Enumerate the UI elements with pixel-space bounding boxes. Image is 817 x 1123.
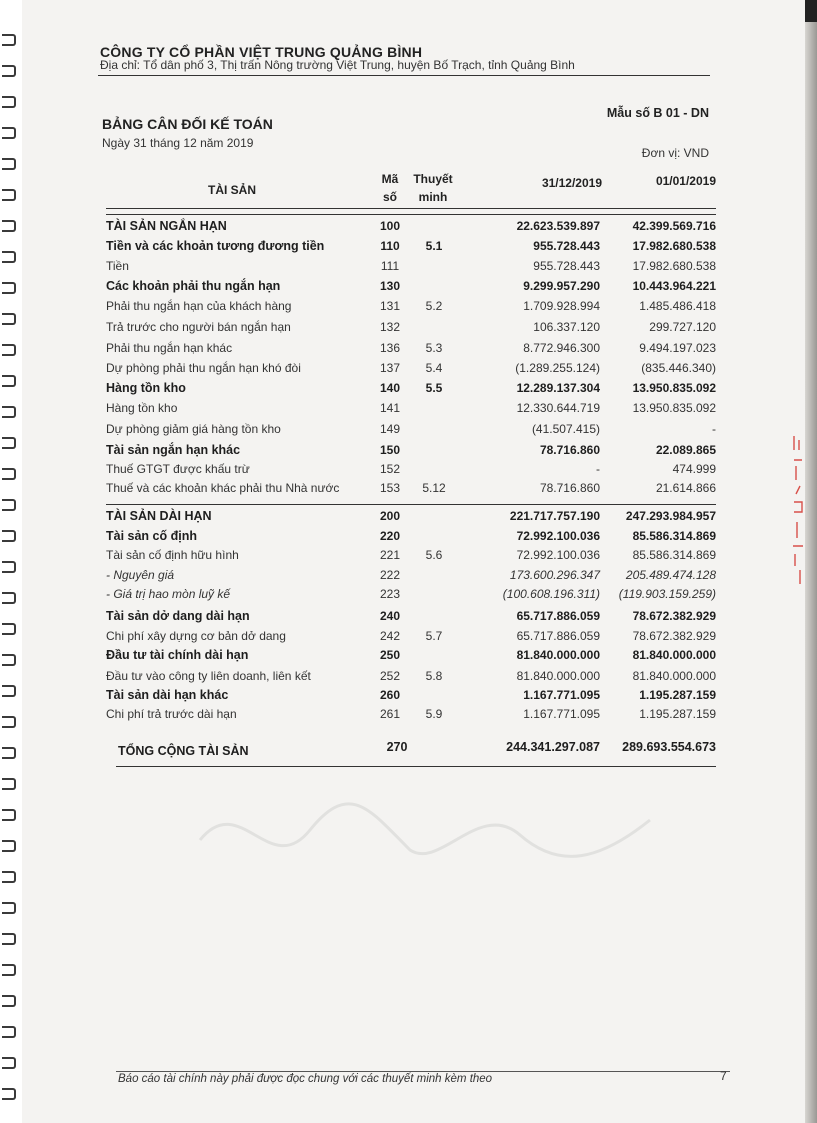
row-current-value: 81.840.000.000 (516, 669, 600, 683)
report-date: Ngày 31 tháng 12 năm 2019 (102, 136, 254, 150)
row-previous-value: 10.443.964.221 (632, 279, 716, 293)
currency-unit: Đơn vị: VND (641, 146, 709, 160)
row-previous-value: 9.494.197.023 (639, 341, 716, 355)
row-label: Hàng tồn kho (106, 381, 186, 395)
note-header-line2: minh (418, 190, 448, 204)
column-header-current: 31/12/2019 (541, 176, 602, 190)
row-previous-value: 85.586.314.869 (632, 529, 716, 543)
table-row (0, 626, 817, 646)
row-label: Tài sản ngắn hạn khác (106, 443, 241, 457)
row-label: Chi phí trả trước dài hạn (106, 707, 237, 721)
row-previous-value: 474.999 (672, 462, 716, 476)
row-code: 223 (379, 587, 401, 601)
row-current-value: 9.299.957.290 (523, 279, 600, 293)
footer-note: Báo cáo tài chính này phải được đọc chung với các thuyết minh kèm theo (118, 1073, 493, 1085)
row-note: 5.2 (425, 299, 443, 313)
total-code: 270 (386, 740, 408, 754)
row-code: 111 (380, 259, 400, 273)
row-note: 5.6 (425, 548, 443, 562)
table-row (0, 256, 817, 276)
page-number: 7 (720, 1069, 727, 1083)
code-header-line1: Mã (381, 172, 399, 186)
row-label: Thuế GTGT được khấu trừ (106, 462, 250, 476)
row-previous-value: 78.672.382.929 (632, 629, 716, 643)
row-code: 153 (379, 481, 401, 495)
row-previous-value: 205.489.474.128 (625, 568, 716, 582)
table-row (0, 419, 817, 439)
row-previous-value: 1.195.287.159 (639, 688, 716, 702)
row-label: Tài sản dài hạn khác (106, 688, 229, 702)
row-code: 252 (379, 669, 401, 683)
row-current-value: 78.716.860 (539, 443, 600, 457)
table-row (0, 317, 817, 337)
row-label: Phải thu ngắn hạn của khách hàng (106, 299, 292, 313)
row-label: Thuế và các khoản khác phải thu Nhà nước (106, 481, 340, 495)
row-current-value: 1.167.771.095 (523, 688, 600, 702)
row-code: 250 (379, 648, 401, 662)
row-current-value: 173.600.296.347 (509, 568, 600, 582)
row-previous-value: 22.089.865 (655, 443, 716, 457)
row-current-value: 22.623.539.897 (516, 219, 600, 233)
row-code: 150 (379, 443, 401, 457)
total-previous: 289.693.554.673 (622, 740, 716, 754)
total-current: 244.341.297.087 (506, 740, 600, 754)
row-current-value: 65.717.886.059 (516, 629, 600, 643)
table-row (0, 545, 817, 565)
row-code: 260 (379, 688, 401, 702)
table-row (0, 478, 817, 498)
company-address: Địa chỉ: Tổ dân phố 3, Thị trấn Nông trường Việt Trung, huyện Bố Trạch, tỉnh Quảng Bình (100, 58, 575, 72)
table-row (0, 506, 817, 526)
row-label: Dự phòng giảm giá hàng tồn kho (106, 422, 281, 436)
row-current-value: 72.992.100.036 (516, 548, 600, 562)
company-name: CÔNG TY CỔ PHẦN VIỆT TRUNG QUẢNG BÌNH (100, 44, 423, 60)
table-row (0, 296, 817, 316)
form-code: Mẫu số B 01 - DN (606, 106, 709, 120)
table-row (0, 358, 817, 378)
row-current-value: (1.289.255.124) (515, 361, 600, 375)
row-code: 140 (379, 381, 401, 395)
column-header-previous: 01/01/2019 (655, 174, 716, 188)
row-previous-value: 81.840.000.000 (632, 648, 716, 662)
row-previous-value: 81.840.000.000 (632, 669, 716, 683)
row-label: - Giá trị hao mòn luỹ kế (106, 587, 231, 601)
table-row (0, 565, 817, 585)
row-label: Hàng tồn kho (106, 401, 178, 415)
row-code: 141 (379, 401, 401, 415)
total-row (0, 738, 817, 760)
total-label: TỔNG CỘNG TÀI SẢN (118, 744, 249, 758)
row-code: 261 (379, 707, 401, 721)
faint-signature-bleed (180, 780, 700, 890)
row-label: Dự phòng phải thu ngắn hạn khó đòi (106, 361, 301, 375)
row-previous-value: - (712, 422, 716, 436)
row-code: 130 (379, 279, 401, 293)
table-row (0, 666, 817, 686)
table-row (0, 459, 817, 479)
table-row (0, 216, 817, 236)
row-previous-value: 78.672.382.929 (632, 609, 716, 623)
red-stamp-edge (790, 430, 806, 590)
row-current-value: 12.330.644.719 (516, 401, 600, 415)
table-row (0, 606, 817, 626)
note-header-line1: Thuyết (413, 172, 453, 186)
row-label: Tiền và các khoản tương đương tiền (106, 239, 325, 253)
table-row (0, 236, 817, 256)
row-note: 5.5 (425, 381, 443, 395)
row-previous-value: 1.195.287.159 (639, 707, 716, 721)
section-divider (106, 214, 716, 215)
row-code: 149 (379, 422, 401, 436)
row-current-value: (100.608.196.311) (502, 587, 600, 601)
row-note: 5.9 (425, 707, 443, 721)
table-row (0, 276, 817, 296)
row-code: 240 (379, 609, 401, 623)
report-title: BẢNG CÂN ĐỐI KẾ TOÁN (102, 116, 273, 132)
row-code: 110 (380, 239, 400, 253)
row-code: 100 (379, 219, 401, 233)
row-current-value: 78.716.860 (539, 481, 600, 495)
column-header-note (408, 170, 458, 206)
row-code: 152 (379, 462, 401, 476)
row-previous-value: 42.399.569.716 (632, 219, 716, 233)
row-label: TÀI SẢN NGẮN HẠN (106, 219, 227, 233)
row-current-value: 1.167.771.095 (523, 707, 600, 721)
row-label: Chi phí xây dựng cơ bản dở dang (106, 629, 286, 643)
row-previous-value: 85.586.314.869 (632, 548, 716, 562)
footer-divider (116, 1071, 730, 1072)
table-row (0, 378, 817, 398)
row-current-value: 955.728.443 (533, 239, 600, 253)
column-header-code (372, 170, 408, 206)
row-previous-value: 1.485.486.418 (639, 299, 716, 313)
table-row (0, 584, 817, 604)
row-label: Các khoản phải thu ngắn hạn (106, 279, 281, 293)
row-current-value: 72.992.100.036 (516, 529, 600, 543)
row-previous-value: 247.293.984.957 (625, 509, 716, 523)
row-current-value: 12.289.137.304 (516, 381, 600, 395)
row-previous-value: 17.982.680.538 (632, 259, 716, 273)
row-code: 221 (379, 548, 401, 562)
row-previous-value: 13.950.835.092 (632, 401, 716, 415)
row-note: 5.4 (425, 361, 443, 375)
row-label: Tài sản cố định (106, 529, 197, 543)
row-code: 200 (379, 509, 401, 523)
row-note: 5.12 (422, 481, 446, 495)
table-row (0, 338, 817, 358)
table-row (0, 440, 817, 460)
row-label: Trả trước cho người bán ngắn hạn (106, 320, 291, 334)
row-current-value: 106.337.120 (533, 320, 600, 334)
table-row (0, 685, 817, 705)
row-previous-value: 13.950.835.092 (632, 381, 716, 395)
table-row (0, 398, 817, 418)
row-previous-value: (835.446.340) (641, 361, 716, 375)
row-label: Phải thu ngắn hạn khác (106, 341, 233, 355)
row-previous-value: 21.614.866 (655, 481, 716, 495)
row-label: Tiền (106, 259, 129, 273)
row-current-value: 221.717.757.190 (509, 509, 600, 523)
column-header-assets: TÀI SẢN (208, 183, 256, 197)
row-previous-value: 299.727.120 (649, 320, 716, 334)
row-current-value: 1.709.928.994 (523, 299, 600, 313)
code-header-line2: số (382, 190, 397, 204)
table-row (0, 526, 817, 546)
row-label: - Nguyên giá (106, 568, 175, 582)
row-current-value: 65.717.886.059 (516, 609, 600, 623)
row-label: Đầu tư vào công ty liên doanh, liên kết (106, 669, 311, 683)
row-label: Tài sản cố định hữu hình (106, 548, 239, 562)
header-divider (98, 75, 710, 76)
row-code: 136 (379, 341, 401, 355)
table-row (0, 645, 817, 665)
row-current-value: (41.507.415) (531, 422, 600, 436)
row-code: 222 (379, 568, 401, 582)
row-note: 5.3 (425, 341, 443, 355)
row-current-value: 955.728.443 (533, 259, 600, 273)
row-code: 137 (379, 361, 401, 375)
row-label: Đầu tư tài chính dài hạn (106, 648, 249, 662)
row-code: 132 (379, 320, 401, 334)
row-label: TÀI SẢN DÀI HẠN (106, 509, 212, 523)
row-current-value: 81.840.000.000 (516, 648, 600, 662)
row-previous-value: (119.903.159.259) (618, 587, 716, 601)
row-note: 5.7 (425, 629, 443, 643)
row-current-value: 8.772.946.300 (523, 341, 600, 355)
row-current-value: - (596, 462, 600, 476)
row-code: 131 (379, 299, 401, 313)
table-row (0, 704, 817, 724)
header-divider-top (106, 208, 716, 209)
row-note: 5.8 (425, 669, 443, 683)
row-previous-value: 17.982.680.538 (632, 239, 716, 253)
total-underline (116, 766, 716, 767)
section-divider (106, 504, 716, 505)
row-note: 5.1 (425, 239, 443, 253)
row-code: 220 (379, 529, 401, 543)
row-code: 242 (379, 629, 401, 643)
row-label: Tài sản dở dang dài hạn (106, 609, 250, 623)
